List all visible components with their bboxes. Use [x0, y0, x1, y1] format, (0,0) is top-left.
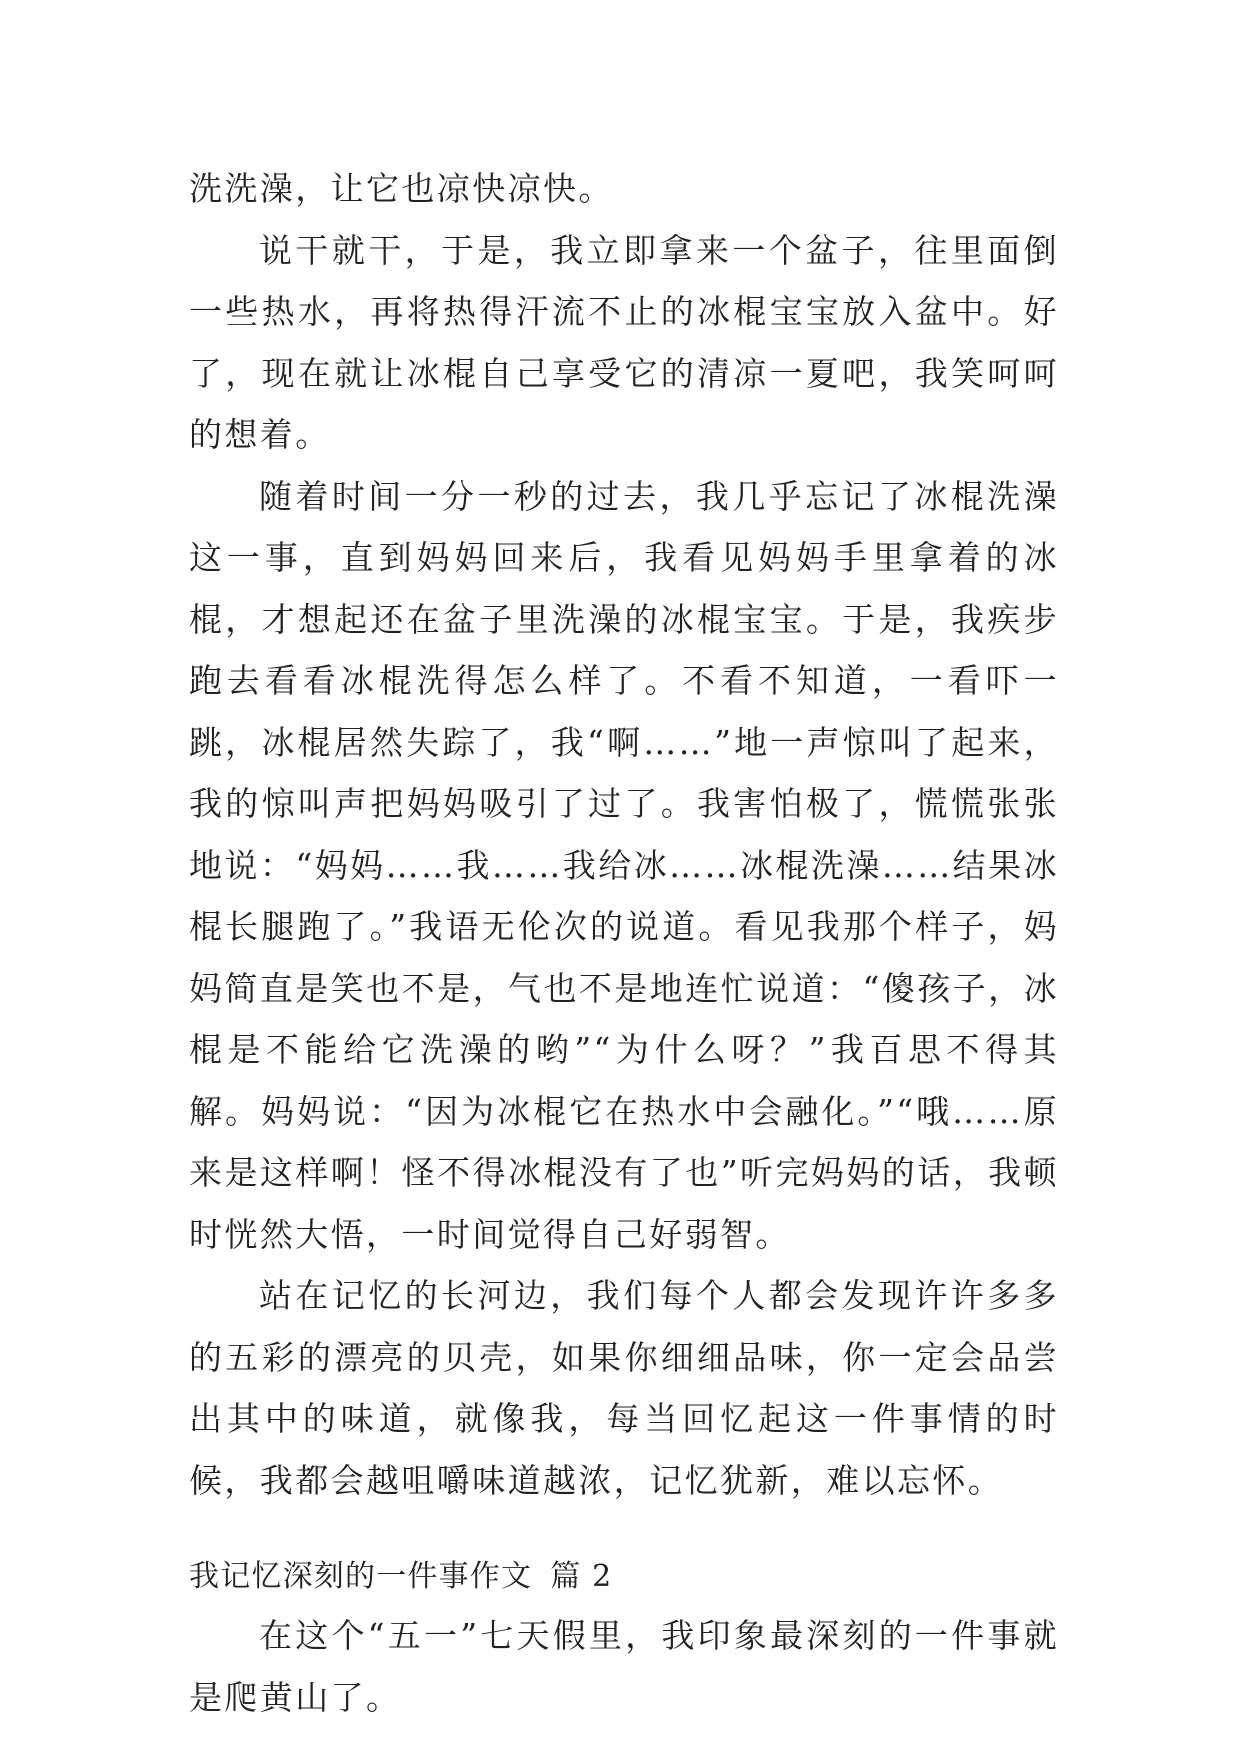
paragraph-memory-reflection: 站在记忆的长河边，我们每个人都会发现许许多多的五彩的漂亮的贝壳，如果你细细品味，你一定会品尝出其中的味道，就像我，每当回忆起这一件事情的时候，我都会越咀嚼味道越浓，记忆犹新，难以忘怀。: [189, 1276, 1059, 1500]
section-number: 篇 2: [550, 1559, 613, 1594]
section-spacer: [189, 1511, 1059, 1549]
document-body: [189, 158, 1059, 1728]
paragraph-popsicle-missing: 随着时间一分一秒的过去，我几乎忘记了冰棍洗澡这一事，直到妈妈回来后，我看见妈妈手里拿着的冰棍，才想起还在盆子里洗澡的冰棍宝宝。于是，我疾步跑去看看冰棍洗得怎么样了。不看不知道，一看吓一跳，冰棍居然失踪了，我“啊……”地一声惊叫了起来，我的惊叫声把妈妈吸引了过了。我害怕极了，慌慌张张地说：“妈妈……我……我给冰……冰棍洗澡……结果冰棍长腿跑了。”我语无伦次的说道。看见我那个样子，妈妈简直是笑也不是，气也不是地连忙说道：“傻孩子，冰棍是不能给它洗澡的哟”“为什么呀？”我百思不得其解。妈妈说：“因为冰棍它在热水中会融化。”“哦……原来是这样啊！怪不得冰棍没有了也”听完妈妈的话，我顿时恍然大悟，一时间觉得自己好弱智。: [189, 476, 1059, 1254]
section-title: 我记忆深刻的一件事作文: [189, 1559, 533, 1594]
section-heading: [189, 1549, 1059, 1605]
paragraph-shower-plan: 说干就干，于是，我立即拿来一个盆子，往里面倒一些热水，再将热得汗流不止的冰棍宝宝放入盆中。好了，现在就让冰棍自己享受它的清凉一夏吧，我笑呵呵的想着。: [189, 230, 1059, 454]
paragraph-huangshan-intro: 在这个“五一”七天假里，我印象最深刻的一件事就是爬黄山了。: [189, 1616, 1059, 1717]
paragraph-continuation: 洗洗澡，让它也凉快凉快。: [189, 169, 614, 208]
